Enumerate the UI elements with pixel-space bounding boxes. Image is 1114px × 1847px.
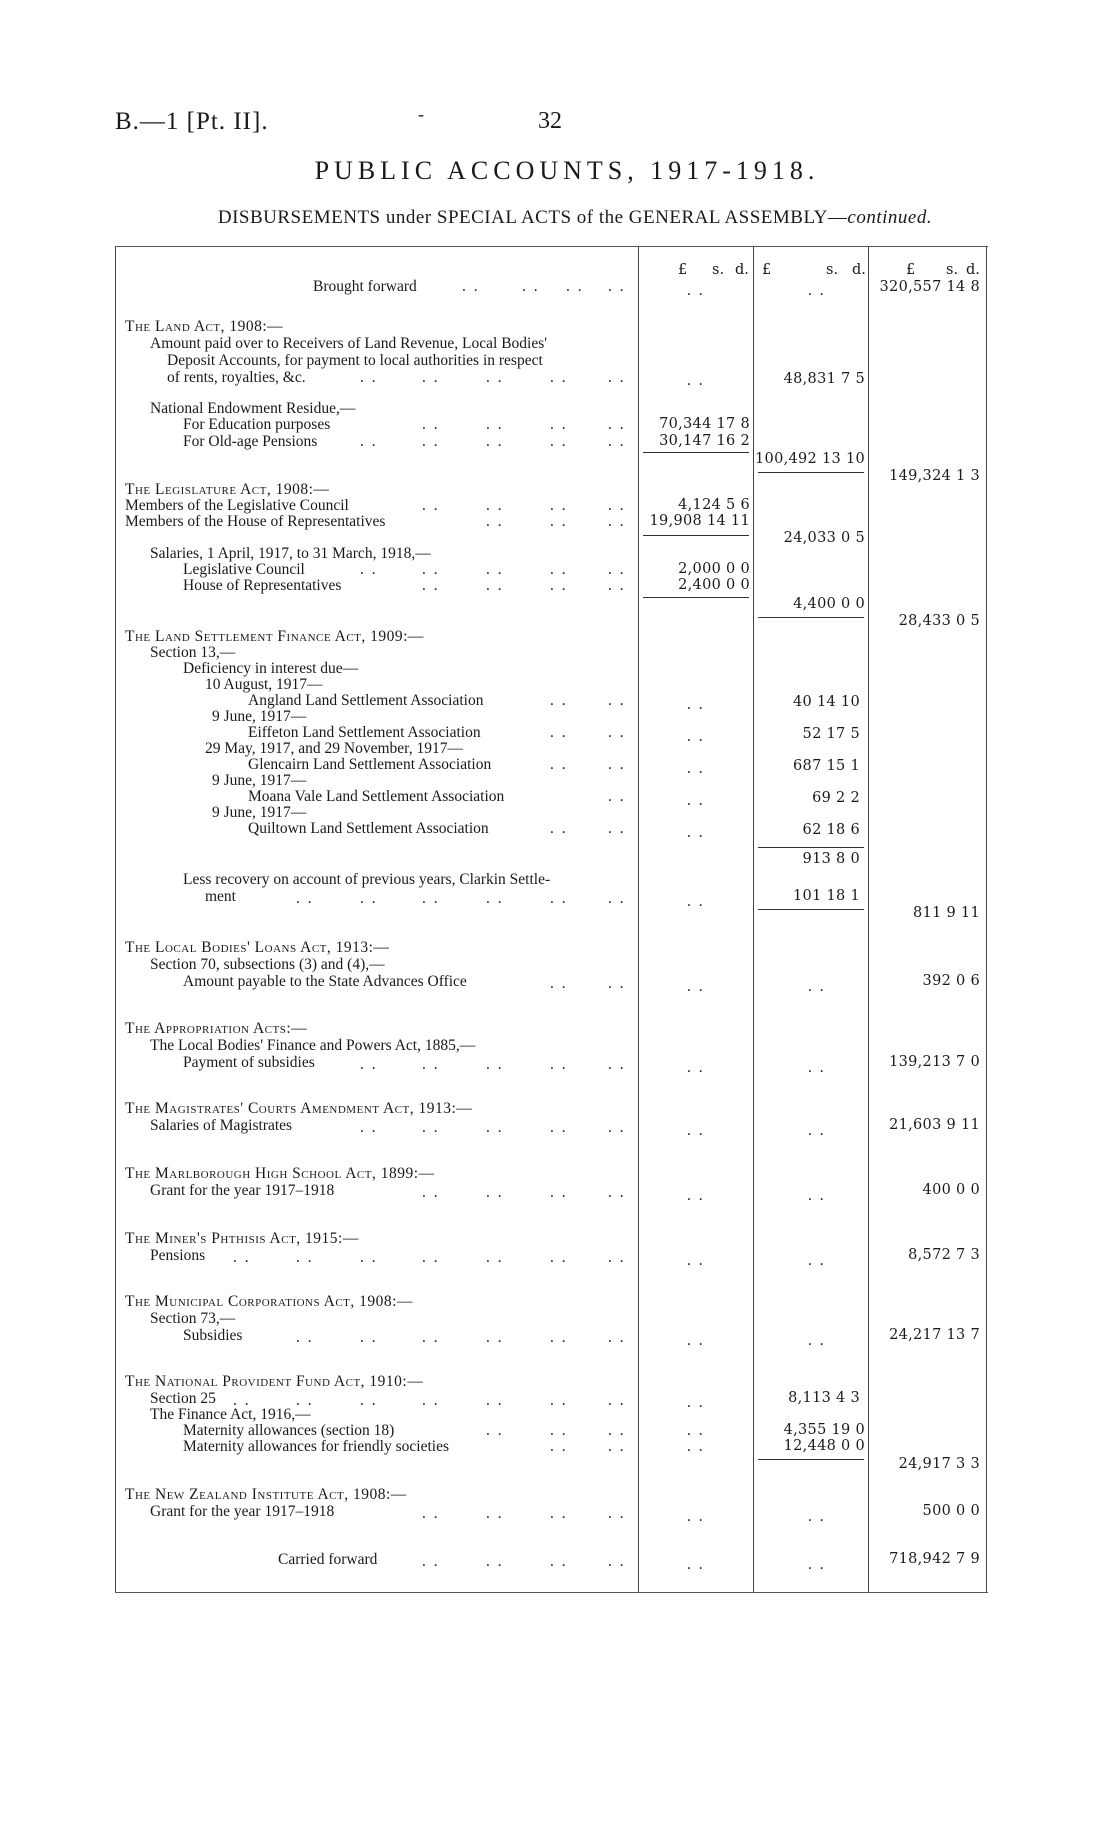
appropriation-sub: The Local Bodies' Finance and Powers Act, 1885,— — [150, 1037, 476, 1054]
nz-institute-total: 500 0 0 — [922, 1503, 980, 1519]
leader-dots: . . — [486, 513, 504, 530]
leader-dots: . . — [422, 369, 440, 386]
settlement-date: 10 August, 1917— — [205, 676, 323, 693]
leader-dots: . . — [808, 1122, 826, 1139]
leader-dots: . . — [422, 1392, 440, 1409]
leader-dots: . . — [687, 978, 705, 995]
col1-pound-header: £ — [678, 262, 688, 278]
leader-dots: . . — [360, 433, 378, 450]
table-left-border — [115, 247, 116, 1592]
leader-dots: . . — [296, 1329, 314, 1346]
leader-dots: . . — [422, 1329, 440, 1346]
marlborough-label: Grant for the year 1917–1918 — [150, 1182, 335, 1199]
document-reference: B.—1 [Pt. II]. — [115, 108, 269, 135]
leader-dots: . . — [422, 890, 440, 907]
leader-dots: . . — [486, 1505, 504, 1522]
leader-dots: . . — [608, 820, 626, 837]
leader-dots: . . — [687, 760, 705, 777]
leader-dots: . . — [296, 1392, 314, 1409]
leader-dots: . . — [486, 1329, 504, 1346]
subtotal-rule — [643, 535, 749, 536]
page-number: 32 — [538, 108, 562, 134]
maternity1-label: Maternity allowances (section 18) — [183, 1422, 395, 1439]
leader-dots: . . — [608, 1329, 626, 1346]
council-label: Members of the Legislative Council — [125, 497, 349, 514]
leader-dots: . . — [608, 1249, 626, 1266]
endowment-subtotal: 100,492 13 10 — [755, 451, 865, 467]
table-bottom-border — [115, 1592, 988, 1593]
land-act-line1: Amount paid over to Receivers of Land Revenue, Local Bodies' — [150, 335, 548, 352]
leader-dots: . . — [486, 369, 504, 386]
settlement-label: Quiltown Land Settlement Association — [248, 820, 489, 837]
land-act-line2: Deposit Accounts, for payment to local authorities in respect — [167, 352, 543, 369]
subtotal-rule — [643, 597, 749, 598]
local-bodies-label: Amount payable to the State Advances Office — [183, 973, 467, 990]
leader-dots: . . — [486, 1184, 504, 1201]
marlborough-heading: The Marlborough High School Act, 1899:— — [125, 1165, 435, 1182]
leader-dots: . . — [550, 369, 568, 386]
sal-house-amount: 2,400 0 0 — [678, 577, 750, 593]
leader-dots: . . — [687, 1422, 705, 1439]
leader-dots: . . — [687, 1556, 705, 1573]
page-subtitle — [0, 207, 1114, 229]
appropriation-label: Payment of subsidies — [183, 1054, 315, 1071]
endowment-heading: National Endowment Residue,— — [150, 400, 356, 417]
leader-dots: . . — [550, 1056, 568, 1073]
leader-dots: . . — [550, 1184, 568, 1201]
magistrates-heading: The Magistrates' Courts Amendment Act, 1913:— — [125, 1100, 473, 1117]
settlement-amount: 52 17 5 — [802, 726, 860, 742]
leader-dots: . . — [360, 890, 378, 907]
leader-dots: . . — [808, 1332, 826, 1349]
land-settlement-heading: The Land Settlement Finance Act, 1909:— — [125, 628, 424, 645]
appropriation-total: 139,213 7 0 — [889, 1054, 980, 1070]
leader-dots: . . — [360, 1329, 378, 1346]
local-bodies-total: 392 0 6 — [922, 973, 980, 989]
municipal-heading: The Municipal Corporations Act, 1908:— — [125, 1293, 413, 1310]
leader-dots: . . — [360, 1119, 378, 1136]
leader-dots: . . — [608, 278, 626, 295]
leader-dots: . . — [422, 433, 440, 450]
leader-dots: . . — [550, 724, 568, 741]
miners-heading: The Miner's Phthisis Act, 1915:— — [125, 1230, 359, 1247]
leader-dots: . . — [608, 975, 626, 992]
leader-dots: . . — [486, 416, 504, 433]
leader-dots: . . — [550, 416, 568, 433]
settlement-label: Glencairn Land Settlement Association — [248, 756, 492, 773]
leader-dots: . . — [608, 513, 626, 530]
leader-dots: . . — [360, 1056, 378, 1073]
leader-dots: . . — [687, 792, 705, 809]
leader-dots: . . — [687, 696, 705, 713]
leader-dots: . . — [550, 561, 568, 578]
education-amount: 70,344 17 8 — [659, 416, 750, 432]
leader-dots: . . — [687, 893, 705, 910]
leader-dots: . . — [808, 1059, 826, 1076]
leader-dots: . . — [550, 1505, 568, 1522]
col3-pence-header: d. — [966, 262, 980, 278]
leader-dots: . . — [422, 577, 440, 594]
nz-institute-label: Grant for the year 1917–1918 — [150, 1503, 335, 1520]
leader-dots: . . — [808, 1252, 826, 1269]
municipal-total: 24,217 13 7 — [889, 1327, 980, 1343]
leader-dots: . . — [233, 1392, 251, 1409]
leader-dots: . . — [360, 1249, 378, 1266]
settlement-date: 9 June, 1917— — [212, 804, 307, 821]
leader-dots: . . — [462, 278, 480, 295]
council-amount: 4,124 5 6 — [678, 497, 750, 513]
leader-dots: . . — [608, 416, 626, 433]
legislature-act-total: 28,433 0 5 — [898, 613, 980, 629]
col2-shillings-header: s. — [826, 262, 839, 278]
leader-dots: . . — [687, 1438, 705, 1455]
deficiency-label: Deficiency in interest due— — [183, 660, 359, 677]
leader-dots: . . — [360, 561, 378, 578]
col3-pound-header: £ — [906, 262, 916, 278]
maternity1-amount: 4,355 19 0 — [783, 1422, 865, 1438]
settlement-label: Moana Vale Land Settlement Association — [248, 788, 505, 805]
land-act-amount: 48,831 7 5 — [783, 371, 865, 387]
leader-dots: . . — [608, 1056, 626, 1073]
settlement-label: Angland Land Settlement Association — [248, 692, 484, 709]
leader-dots: . . — [550, 577, 568, 594]
subtotal-rule — [643, 452, 749, 453]
leader-dots: . . — [550, 1392, 568, 1409]
leader-dots: . . — [608, 433, 626, 450]
leader-dots: . . — [687, 282, 705, 299]
provident-section-amount: 8,113 4 3 — [788, 1390, 860, 1406]
land-act-total: 149,324 1 3 — [889, 468, 980, 484]
settlement-amount: 69 2 2 — [812, 790, 860, 806]
settlement-date: 9 June, 1917— — [212, 772, 307, 789]
provident-total: 24,917 3 3 — [898, 1456, 980, 1472]
less-recovery-amount: 101 18 1 — [793, 888, 860, 904]
less-recovery-line2: ment — [205, 888, 236, 905]
settlement-label: Eiffeton Land Settlement Association — [248, 724, 481, 741]
subtotal-rule — [758, 1459, 864, 1460]
leader-dots: . . — [486, 1249, 504, 1266]
sal-council-label: Legislative Council — [183, 561, 305, 578]
leader-dots: . . — [422, 1553, 440, 1570]
settlement-amount: 40 14 10 — [793, 694, 860, 710]
leader-dots: . . — [687, 1059, 705, 1076]
maternity2-amount: 12,448 0 0 — [783, 1438, 865, 1454]
sal-house-label: House of Representatives — [183, 577, 342, 594]
leader-dots: . . — [422, 1505, 440, 1522]
leader-dots: . . — [687, 1187, 705, 1204]
leader-dots: . . — [608, 692, 626, 709]
subtotal-rule — [758, 909, 864, 910]
leader-dots: . . — [486, 433, 504, 450]
leader-dots: . . — [522, 278, 540, 295]
leader-dots: . . — [608, 788, 626, 805]
leader-dots: . . — [550, 513, 568, 530]
leader-dots: . . — [808, 1508, 826, 1525]
leader-dots: . . — [608, 497, 626, 514]
leader-dots: . . — [687, 1252, 705, 1269]
provident-heading: The National Provident Fund Act, 1910:— — [125, 1373, 424, 1390]
leader-dots: . . — [608, 1119, 626, 1136]
settlement-date: 29 May, 1917, and 29 November, 1917— — [205, 740, 463, 757]
leader-dots: . . — [608, 369, 626, 386]
leader-dots: . . — [233, 1249, 251, 1266]
column-divider-1 — [638, 247, 639, 1592]
leader-dots: . . — [687, 728, 705, 745]
leader-dots: . . — [550, 1329, 568, 1346]
leader-dots: . . — [296, 1249, 314, 1266]
settlement-amount: 687 15 1 — [793, 758, 860, 774]
leader-dots: . . — [422, 561, 440, 578]
column-divider-3 — [868, 247, 869, 1592]
leader-dots: . . — [550, 890, 568, 907]
table-right-border — [986, 247, 987, 1592]
col1-shillings-header: s. — [712, 262, 725, 278]
salaries-heading: Salaries, 1 April, 1917, to 31 March, 1918,— — [150, 545, 431, 562]
education-label: For Education purposes — [183, 416, 331, 433]
leader-dots: . . — [808, 978, 826, 995]
finance-act-label: The Finance Act, 1916,— — [150, 1406, 311, 1423]
leader-dots: . . — [550, 820, 568, 837]
appropriation-heading: The Appropriation Acts:— — [125, 1020, 308, 1037]
subtitle-main: DISBURSEMENTS under SPECIAL ACTS of the GENERAL ASSEMBLY— — [217, 207, 848, 228]
brought-forward-total: 320,557 14 8 — [879, 279, 980, 295]
legislature-act-heading: The Legislature Act, 1908:— — [125, 481, 330, 498]
leader-dots: . . — [422, 1249, 440, 1266]
subtotal-rule — [758, 472, 864, 473]
miners-total: 8,572 7 3 — [908, 1247, 980, 1263]
col2-pence-header: d. — [852, 262, 866, 278]
leader-dots: . . — [687, 1508, 705, 1525]
leader-dots: . . — [486, 890, 504, 907]
carried-forward-total: 718,942 7 9 — [889, 1551, 980, 1567]
leader-dots: . . — [486, 1392, 504, 1409]
land-settlement-section: Section 13,— — [150, 644, 236, 661]
leader-dots: . . — [360, 1392, 378, 1409]
carried-forward-label: Carried forward — [278, 1551, 378, 1568]
leader-dots: . . — [486, 1119, 504, 1136]
land-settlement-subtotal: 913 8 0 — [802, 851, 860, 867]
leader-dots: . . — [808, 282, 826, 299]
less-recovery-line1: Less recovery on account of previous years, Clarkin Settle- — [183, 871, 551, 888]
land-act-line3: of rents, royalties, &c. — [167, 369, 306, 386]
leader-dots: . . — [550, 756, 568, 773]
leader-dots: . . — [422, 1184, 440, 1201]
leader-dots: . . — [550, 1553, 568, 1570]
leader-dots: . . — [422, 416, 440, 433]
leader-dots: . . — [608, 1438, 626, 1455]
leader-dots: . . — [608, 561, 626, 578]
leader-dots: . . — [550, 497, 568, 514]
page-title: PUBLIC ACCOUNTS, 1917-1918. — [314, 156, 820, 185]
leader-dots: . . — [486, 497, 504, 514]
col2-pound-header: £ — [762, 262, 772, 278]
subtotal-rule — [758, 847, 864, 848]
leader-dots: . . — [360, 369, 378, 386]
leader-dots: . . — [486, 1422, 504, 1439]
leader-dots: . . — [550, 1119, 568, 1136]
provident-section: Section 25 — [150, 1390, 216, 1407]
subtitle-continued: continued. — [847, 207, 933, 228]
pensions-amount: 30,147 16 2 — [659, 433, 750, 449]
leader-dots: . . — [422, 1056, 440, 1073]
leader-dots: . . — [687, 1122, 705, 1139]
leader-dots: . . — [486, 577, 504, 594]
maternity2-label: Maternity allowances for friendly societies — [183, 1438, 449, 1455]
leader-dots: . . — [422, 1119, 440, 1136]
leader-dots: . . — [422, 497, 440, 514]
leader-dots: . . — [687, 824, 705, 841]
leader-dots: . . — [687, 1332, 705, 1349]
leader-dots: . . — [550, 1249, 568, 1266]
col3-shillings-header: s. — [946, 262, 959, 278]
leader-dots: . . — [550, 975, 568, 992]
leader-dots: . . — [608, 724, 626, 741]
settlement-amount: 62 18 6 — [802, 822, 860, 838]
house-label: Members of the House of Representatives — [125, 513, 386, 530]
col1-pence-header: d. — [735, 262, 749, 278]
municipal-section: Section 73,— — [150, 1310, 236, 1327]
column-divider-2 — [753, 247, 754, 1592]
local-bodies-section: Section 70, subsections (3) and (4),— — [150, 956, 385, 973]
members-subtotal: 24,033 0 5 — [783, 530, 865, 546]
leader-dots: . . — [608, 1422, 626, 1439]
settlement-date: 9 June, 1917— — [212, 708, 307, 725]
leader-dots: . . — [296, 890, 314, 907]
leader-dots: . . — [608, 577, 626, 594]
land-act-heading: The Land Act, 1908:— — [125, 318, 284, 335]
leader-dots: . . — [550, 1438, 568, 1455]
leader-dots: . . — [486, 561, 504, 578]
sal-council-amount: 2,000 0 0 — [678, 561, 750, 577]
leader-dots: . . — [808, 1556, 826, 1573]
leader-dots: . . — [808, 1187, 826, 1204]
leader-dots: . . — [608, 1553, 626, 1570]
magistrates-total: 21,603 9 11 — [889, 1117, 980, 1133]
local-bodies-heading: The Local Bodies' Loans Act, 1913:— — [125, 939, 390, 956]
leader-dots: . . — [608, 756, 626, 773]
land-settlement-total: 811 9 11 — [913, 905, 980, 921]
magistrates-label: Salaries of Magistrates — [150, 1117, 293, 1134]
leader-dots: . . — [486, 1056, 504, 1073]
table-top-border — [115, 246, 988, 247]
leader-dots: . . — [550, 692, 568, 709]
leader-dots: . . — [550, 433, 568, 450]
header-dash: - — [418, 104, 424, 124]
miners-label: Pensions — [150, 1247, 206, 1264]
house-amount: 19,908 14 11 — [649, 513, 750, 529]
salaries-subtotal: 4,400 0 0 — [793, 596, 865, 612]
nz-institute-heading: The New Zealand Institute Act, 1908:— — [125, 1486, 407, 1503]
municipal-label: Subsidies — [183, 1327, 243, 1344]
leader-dots: . . — [486, 1553, 504, 1570]
marlborough-total: 400 0 0 — [922, 1182, 980, 1198]
leader-dots: . . — [687, 1394, 705, 1411]
leader-dots: . . — [566, 278, 584, 295]
leader-dots: . . — [608, 1505, 626, 1522]
leader-dots: . . — [608, 1184, 626, 1201]
leader-dots: . . — [608, 890, 626, 907]
brought-forward-label: Brought forward — [313, 278, 417, 295]
leader-dots: . . — [608, 1392, 626, 1409]
pensions-label: For Old-age Pensions — [183, 433, 318, 450]
leader-dots: . . — [687, 372, 705, 389]
leader-dots: . . — [550, 1422, 568, 1439]
subtotal-rule — [758, 617, 864, 618]
